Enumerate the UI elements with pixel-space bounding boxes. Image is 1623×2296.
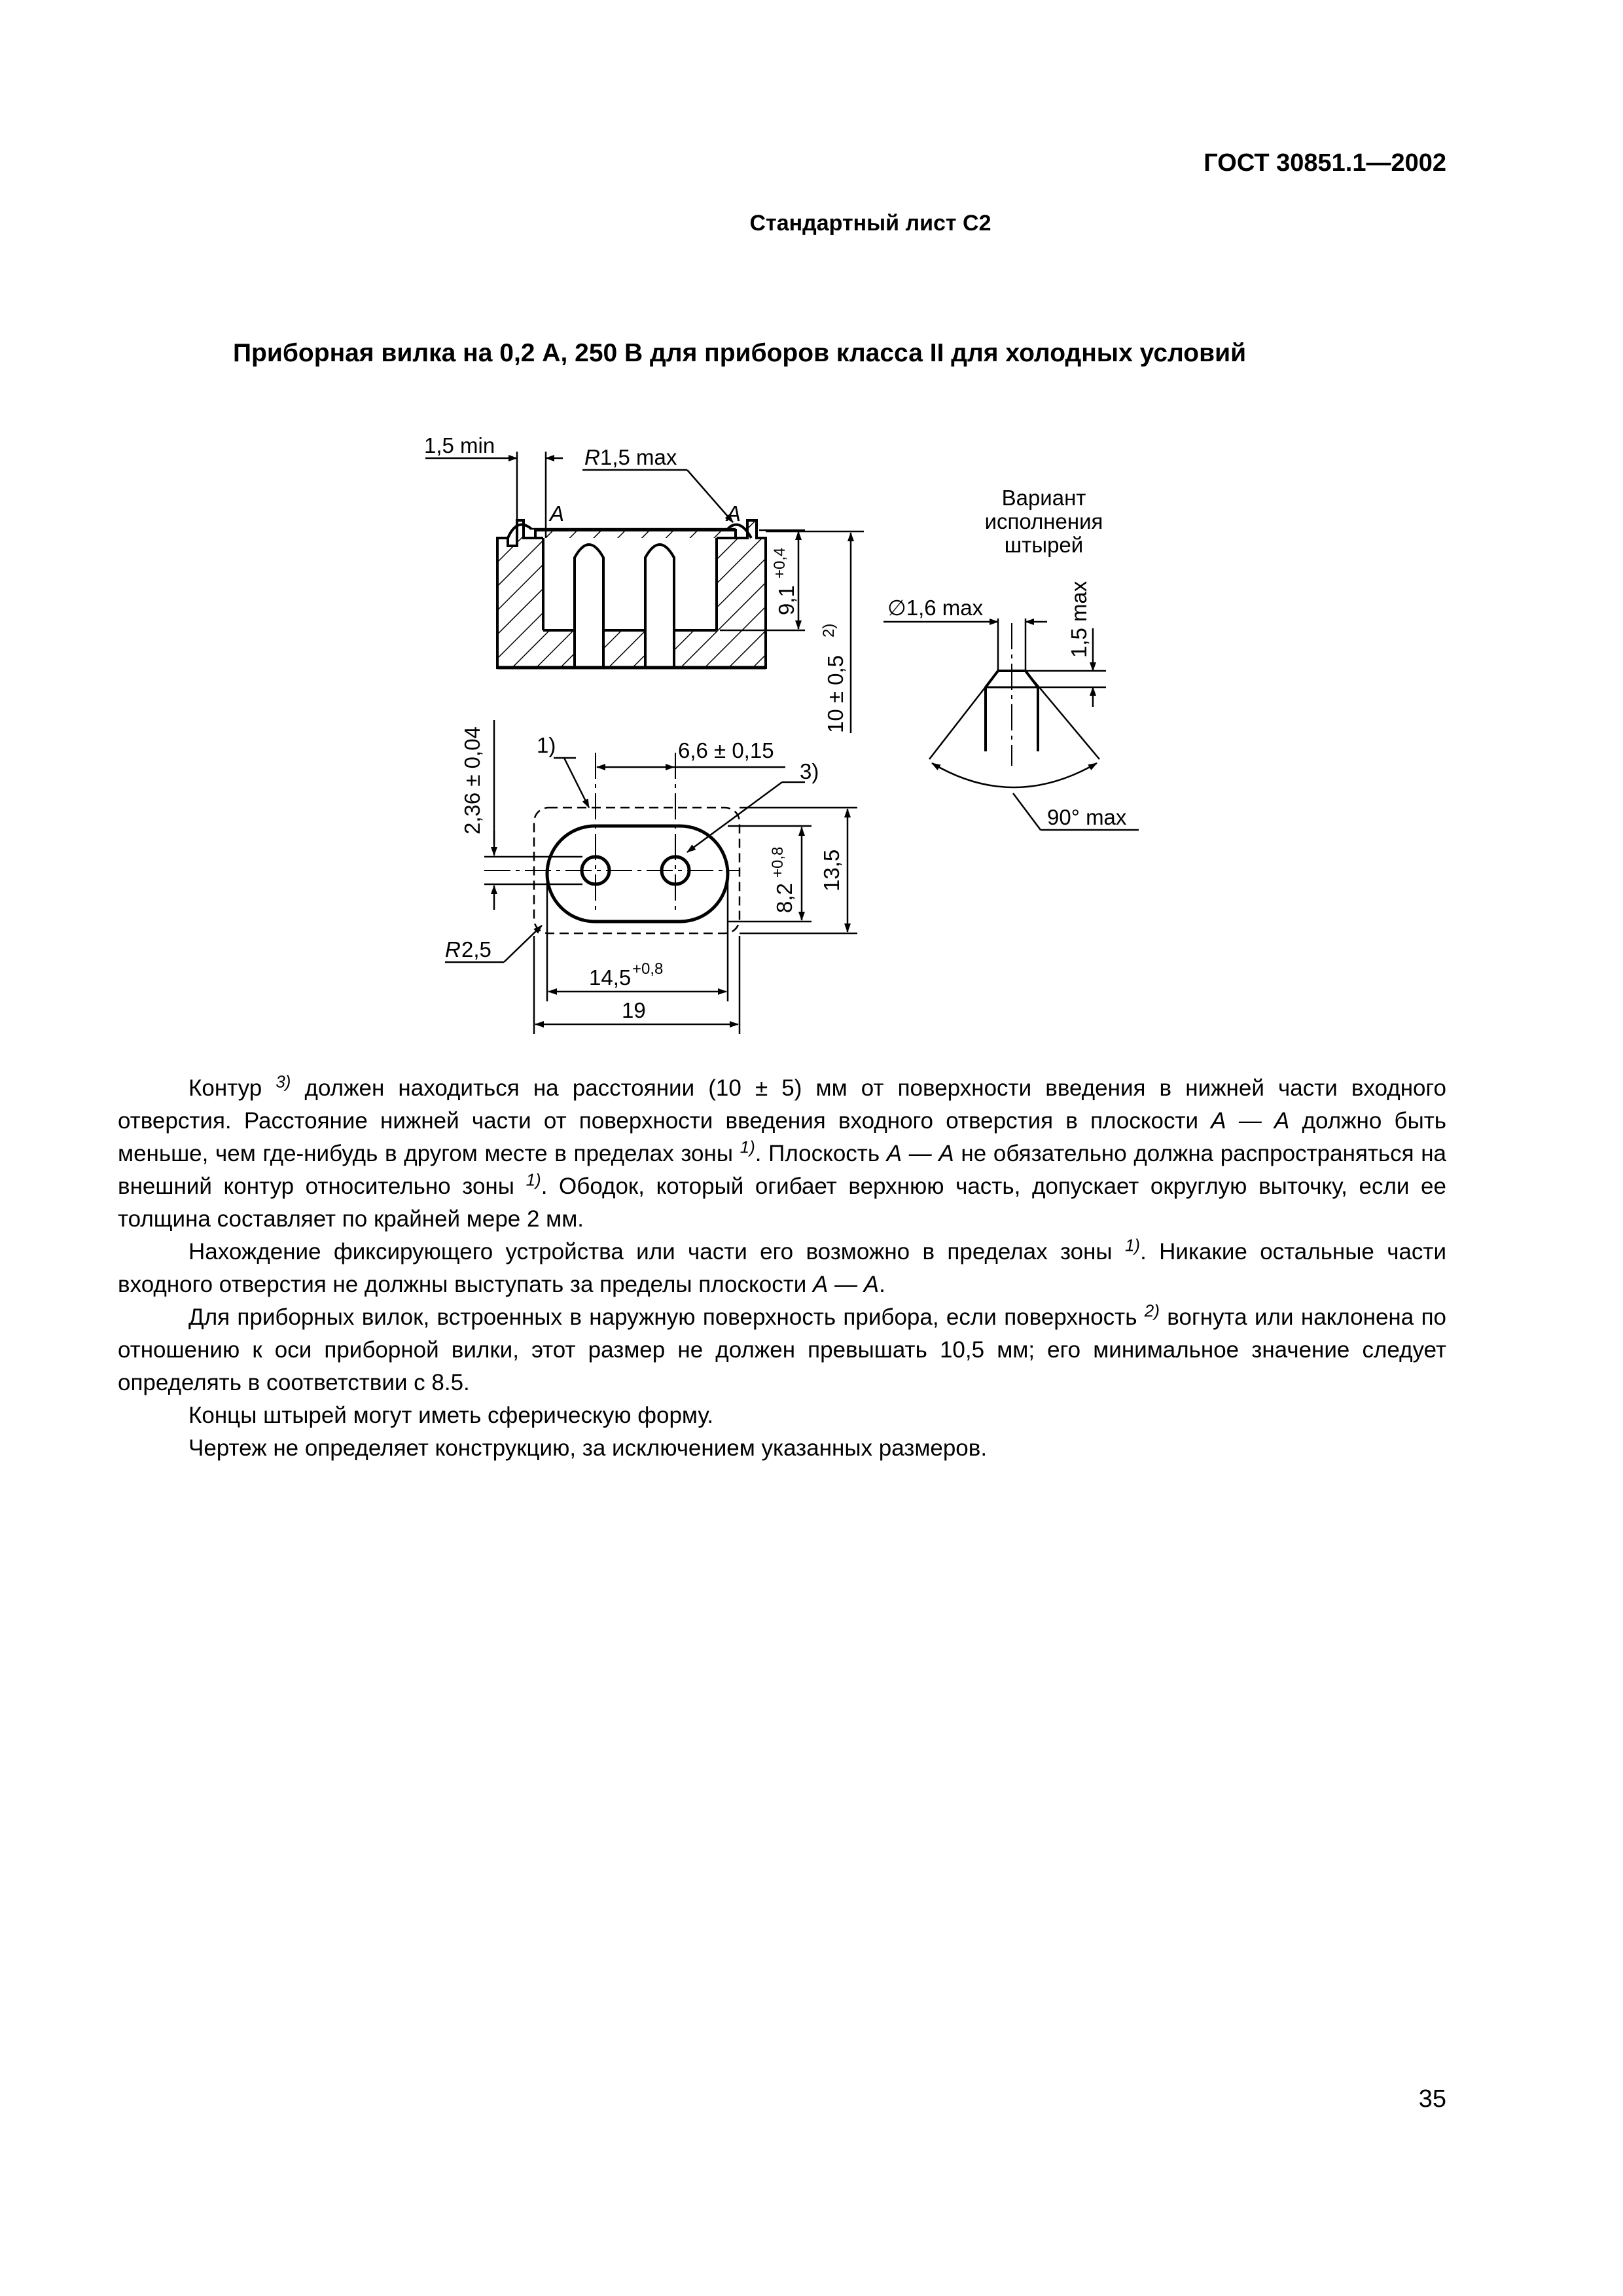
page-title: Приборная вилка на 0,2 А, 250 В для приборов класса II для холодных условий (233, 339, 1247, 367)
dim-6-6: 6,6 ± 0,15 (678, 738, 774, 762)
dim-r-label: R (584, 445, 600, 469)
variant-line-2: исполнения (984, 509, 1103, 533)
dim-90-max: 90° max (1047, 805, 1127, 829)
plan-view (484, 753, 740, 933)
cavity (543, 538, 717, 630)
dim-14-5: 14,5 (589, 965, 632, 990)
section-mark-a-left: A (550, 501, 565, 526)
dim-10-footnote: 2) (820, 623, 838, 637)
dim-r2-5: 2,5 (461, 937, 491, 961)
paragraph-4: Концы штырей могут иметь сферическую форму. (188, 1403, 714, 1428)
dim-r1-5-max: 1,5 max (600, 445, 677, 469)
dim-19: 19 (622, 998, 646, 1022)
paragraph-3: Для приборных вилок, встроенных в наружную поверхность прибора, если поверхность $^{2)}$ вогнута или наклонена по отношению к оси приборной вилки, этот размер не должен превышать 10,5 мм; его минимальное значение следует определять в соответствии с 8.5. (118, 1300, 1447, 1395)
dim-14-5-tol: +0,8 (632, 960, 664, 978)
body-text (118, 1072, 1446, 1465)
dim-1-5-min: 1,5 min (424, 433, 495, 457)
dim-9-1-tol: +0,4 (771, 547, 789, 579)
socket-outline (547, 826, 728, 922)
section-mark-a-right: A (726, 501, 741, 526)
dim-10: 10 ± 0,5 (823, 655, 847, 733)
sheet-label: Стандартный лист С2 (749, 211, 991, 236)
paragraph-1: Контур $^{3)}$ должен находиться на расстоянии (10 ± 5) мм от поверхности введения в нижней части входного отверстия. Расстояние нижней части от поверхности введения входного отверстия в плоскости А — А должно быть меньше, чем где-нибудь в другом месте в пределах зоны $^{1)}$. Плоскость А — А не обязательно должна распространяться на внешний контур относительно зоны $^{1)}$. Ободок, который огибает верхнюю часть, допускает округлую выточку, если ее толщина составляет по крайней мере 2 мм. (118, 1071, 1447, 1232)
dim-1-5-max: 1,5 max (1067, 581, 1091, 658)
dim-9-1: 9,1 (774, 585, 798, 615)
paragraph-5: Чертеж не определяет конструкцию, за исключением указанных размеров. (188, 1435, 988, 1461)
dim-r2-5-label: R (445, 937, 461, 961)
footnote-marker-1: 1) (537, 733, 556, 757)
dim-13-5: 13,5 (819, 849, 844, 891)
footnote-marker-3: 3) (800, 759, 819, 783)
dim-dia-1-6-max: ∅1,6 max (887, 596, 984, 620)
paragraph-2: Нахождение фиксирующего устройства или части его возможно в пределах зоны $^{1)}$. Никакие остальные части входного отверстия не должны выступать за пределы плоскости А — А. (118, 1235, 1447, 1297)
variant-line-3: штырей (1004, 533, 1084, 557)
page-number: 35 (1418, 2085, 1446, 2113)
dim-8-2: 8,2 (772, 883, 796, 913)
pin-right (645, 545, 674, 668)
pin-left (575, 545, 603, 668)
technical-drawing (0, 0, 1623, 1060)
section-view (497, 520, 766, 668)
document-code: ГОСТ 30851.1—2002 (1204, 149, 1446, 177)
variant-line-1: Вариант (1001, 486, 1086, 510)
dim-8-2-tol: +0,8 (769, 846, 787, 878)
pin-variant (883, 619, 1139, 830)
plan-dimensions (445, 720, 857, 1034)
dim-2-36: 2,36 ± 0,04 (460, 726, 484, 834)
